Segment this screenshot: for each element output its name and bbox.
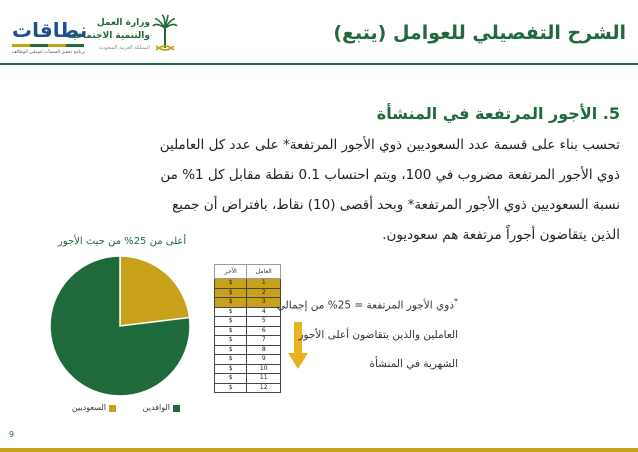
table-row: [215, 355, 281, 365]
nitaqat-tagline: برنامج تحفيز المنشآت لتوطين الوظائف: [12, 50, 86, 55]
nitaqat-wordmark: نطاقات: [12, 18, 88, 42]
nitaqat-logo: [8, 18, 88, 58]
legend-label-saudis: السعوديين: [71, 403, 106, 412]
cell-wage: $: [215, 355, 247, 365]
cell-worker: 3: [247, 298, 281, 308]
table-row: [215, 288, 281, 298]
cell-wage: $: [215, 336, 247, 346]
legend-swatch-saudis: [109, 405, 116, 412]
ministry-name-line2: والتنمية الاجتماعية: [67, 31, 150, 41]
table-row: [215, 279, 281, 289]
cell-wage: $: [215, 345, 247, 355]
workers-table: [214, 264, 281, 393]
cell-worker: 1: [247, 279, 281, 289]
cell-worker: 4: [247, 307, 281, 317]
cell-worker: 11: [247, 374, 281, 384]
cell-wage: $: [215, 383, 247, 393]
ministry-name-line1: وزارة العمل: [96, 18, 150, 28]
header-divider: [0, 63, 638, 65]
table-row: [215, 345, 281, 355]
table-row: [215, 307, 281, 317]
table-row: [215, 364, 281, 374]
table-row: [215, 298, 281, 308]
paragraph-line: ذوي الأجور المرتفعة مضروب في 100، ويتم احتساب 0.1 نقطة مقابل كل 1% من: [160, 167, 620, 183]
table-row: [215, 326, 281, 336]
table-row: [215, 336, 281, 346]
column-header-wage: الأجر: [215, 265, 247, 279]
table-row: [215, 383, 281, 393]
cell-wage: $: [215, 374, 247, 384]
section-heading: 5. الأجور المرتفعة في المنشأة: [376, 104, 620, 123]
pie-slice-0: [120, 256, 189, 326]
cell-worker: 6: [247, 326, 281, 336]
cell-worker: 2: [247, 288, 281, 298]
paragraph-line: تحسب بناء على قسمة عدد السعوديين ذوي الأجور المرتفعة* على عدد كل العاملين: [159, 137, 620, 153]
cell-wage: $: [215, 298, 247, 308]
legend-swatch-expats: [173, 405, 180, 412]
column-header-worker: العامل: [247, 265, 281, 279]
palm-swords-icon: [152, 14, 178, 54]
cell-worker: 12: [247, 383, 281, 393]
note-text: ذوي الأجور المرتفعة = 25% من إجمالي: [276, 299, 454, 312]
pie-chart: [48, 254, 192, 398]
cell-worker: 9: [247, 355, 281, 365]
cell-worker: 7: [247, 336, 281, 346]
cell-wage: $: [215, 317, 247, 327]
paragraph-line: نسبة السعوديين ذوي الأجور المرتفعة* وبحد أقصى (10) نقاط، بافتراض أن جميع: [172, 197, 620, 213]
footer-divider: [0, 448, 638, 452]
note-line: الشهرية في المنشأة: [369, 358, 458, 370]
note-line: العاملين والذين يتقاضون أعلى الأجور: [298, 329, 458, 341]
cell-wage: $: [215, 307, 247, 317]
ministry-logo: [67, 12, 180, 58]
cell-worker: 8: [247, 345, 281, 355]
legend-label-expats: الوافدين: [142, 403, 170, 412]
ministry-subtitle: المملكة العربية السعودية: [98, 45, 150, 51]
note-star: *: [454, 297, 458, 306]
chart-title: أعلى من 25% من حيث الأجور: [58, 236, 187, 247]
table-row: [215, 317, 281, 327]
paragraph-line: الذين يتقاضون أجوراً مرتفعة هم سعوديون.: [382, 227, 620, 243]
cell-wage: $: [215, 364, 247, 374]
cell-wage: $: [215, 326, 247, 336]
cell-wage: $: [215, 288, 247, 298]
page-title: الشرح التفصيلي للعوامل (يتبع): [333, 22, 626, 44]
note-line: [277, 297, 458, 312]
cell-worker: 10: [247, 364, 281, 374]
cell-worker: 5: [247, 317, 281, 327]
table-header-row: [215, 265, 281, 279]
page-number: 9: [9, 430, 15, 439]
nitaqat-color-bar: [12, 44, 84, 47]
table-row: [215, 374, 281, 384]
cell-wage: $: [215, 279, 247, 289]
